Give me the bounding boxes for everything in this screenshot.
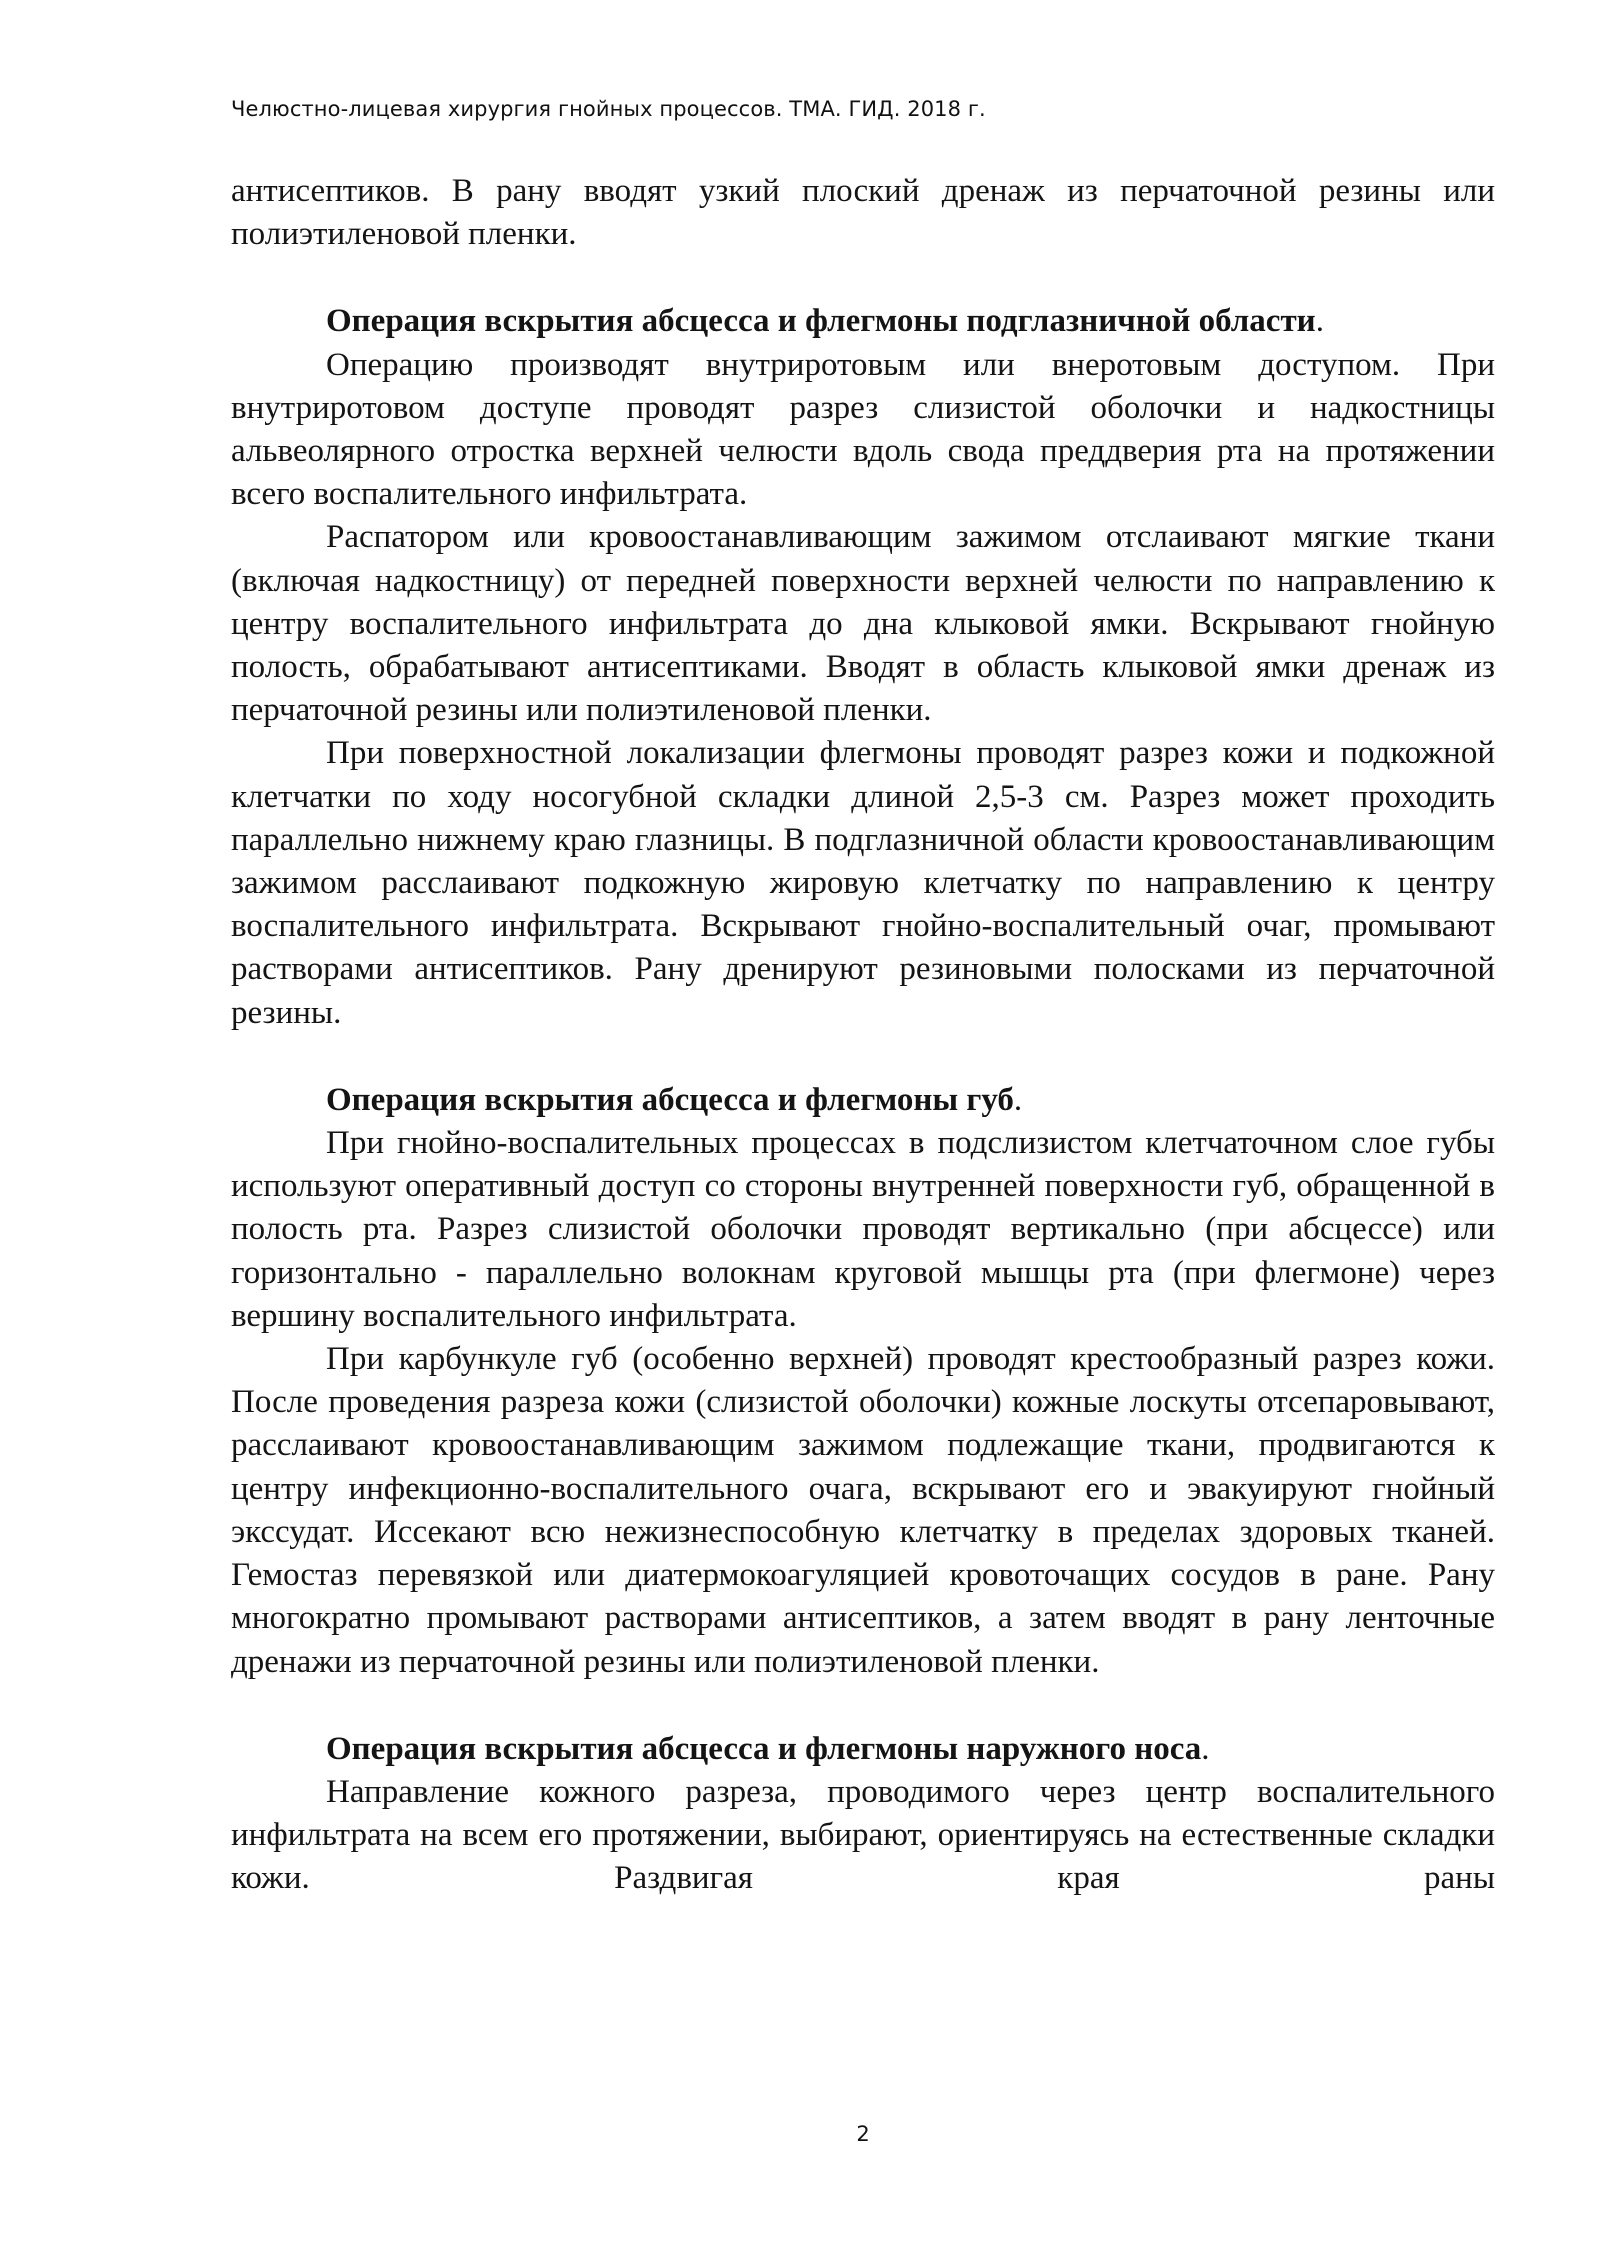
running-header: Челюстно-лицевая хирургия гнойных процессов. ТМА. ГИД. 2018 г.: [231, 97, 986, 121]
page-body: [231, 170, 1495, 1901]
heading-text: Операция вскрытия абсцесса и флегмоны наружного носа: [326, 1730, 1202, 1767]
paragraph: При гнойно-воспалительных процессах в подслизистом клетчаточном слое губы используют оперативный доступ со стороны внутренней поверхности губ, обращенной в полость рта. Разрез слизистой оболочки проводят вертикально (при абсцессе) или горизонтально - параллельно волокнам круговой мышцы рта (при флегмоне) через вершину воспалительного инфильтрата.: [231, 1125, 1495, 1334]
page-number: 2: [856, 2122, 870, 2146]
paragraph: При карбункуле губ (особенно верхней) проводят крестообразный разрез кожи. После проведения разреза кожи (слизистой оболочки) кожные лоскуты отсепаровывают, расслаивают кровоостанавливающим зажимом подлежащие ткани, продвигаются к центру инфекционно-воспалительного очага, вскрывают его и эвакуируют гнойный экссудат. Иссекают всю нежизнеспособную клетчатку в пределах здоровых тканей. Гемостаз перевязкой или диатермокоагуляцией кровоточащих сосудов в ране. Рану многократно промывают растворами антисептиков, а затем вводят в рану ленточные дренажи из перчаточной резины или полиэтиленовой пленки.: [231, 1341, 1495, 1680]
paragraph: При поверхностной локализации флегмоны проводят разрез кожи и подкожной клетчатки по ходу носогубной складки длиной 2,5-3 см. Разрез может проходить параллельно нижнему краю глазницы. В подглазничной области кровоостанавливающим зажимом расслаивают подкожную жировую клетчатку по направлению к центру воспалительного инфильтрата. Вскрывают гнойно-воспалительный очаг, промывают растворами антисептиков. Рану дренируют резиновыми полосками из перчаточной резины.: [231, 735, 1495, 1031]
section-heading-external-nose: [231, 1728, 1495, 1771]
heading-period: .: [1013, 1081, 1023, 1118]
section-spacer: [231, 256, 1495, 300]
section-spacer: [231, 1684, 1495, 1728]
heading-text: Операция вскрытия абсцесса и флегмоны подглазничной области: [326, 303, 1316, 340]
section-spacer: [231, 1035, 1495, 1079]
section-heading-lips: [231, 1079, 1495, 1122]
heading-period: .: [1201, 1730, 1210, 1767]
section-heading-infraorbital: [231, 300, 1495, 343]
paragraph: Операцию производят внутриротовым или внеротовым доступом. При внутриротовом доступе проводят разрез слизистой оболочки и надкостницы альвеолярного отростка верхней челюсти вдоль свода преддверия рта на протяжении всего воспалительного инфильтрата.: [231, 346, 1495, 513]
paragraph: Распатором или кровоостанавливающим зажимом отслаивают мягкие ткани (включая надкостницу) от передней поверхности верхней челюсти по направлению к центру воспалительного инфильтрата до дна клыковой ямки. Вскрывают гнойную полость, обрабатывают антисептиками. Вводят в область клыковой ямки дренаж из перчаточной резины или полиэтиленовой пленки.: [231, 519, 1495, 729]
intro-paragraph: антисептиков. В рану вводят узкий плоский дренаж из перчаточной резины или полиэтиленовой пленки.: [231, 173, 1495, 253]
paragraph: Направление кожного разреза, проводимого через центр воспалительного инфильтрата на всем его протяжении, выбирают, ориентируясь на естественные складки кожи. Раздвигая края раны: [231, 1773, 1495, 1897]
heading-text: Операция вскрытия абсцесса и флегмоны губ: [326, 1081, 1014, 1118]
heading-period: .: [1315, 303, 1324, 340]
